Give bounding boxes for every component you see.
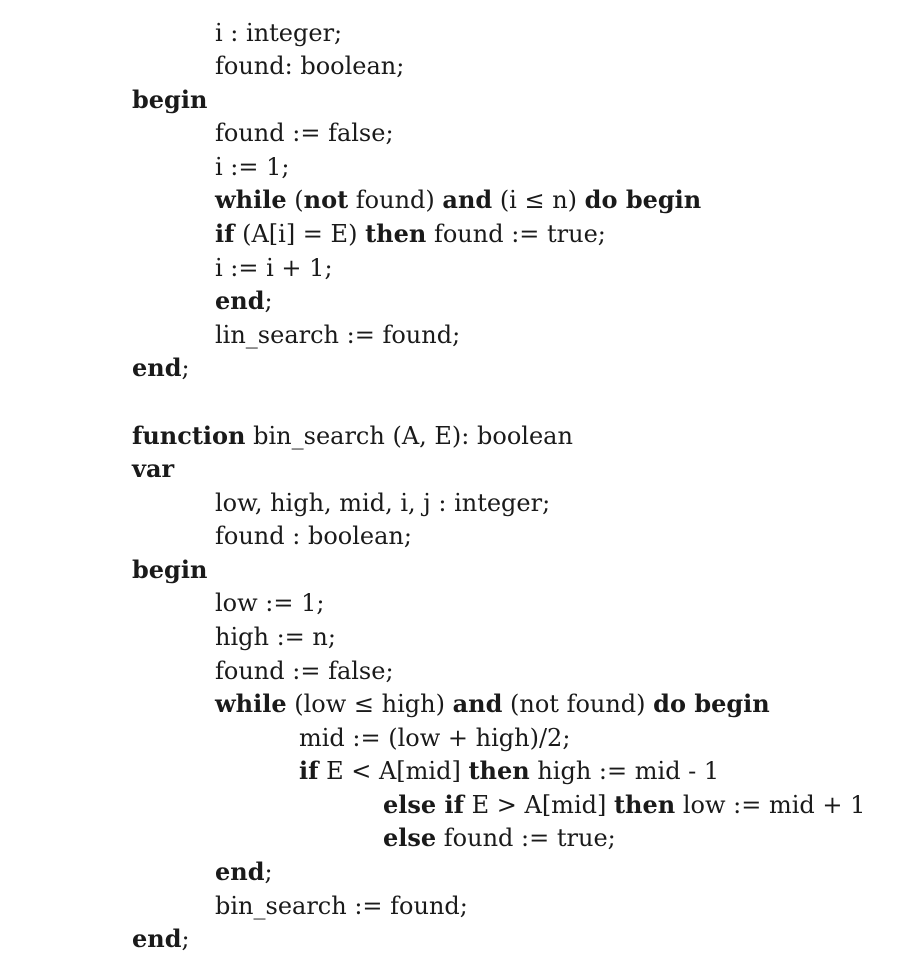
code-text: (not found) bbox=[502, 690, 654, 718]
code-text: found: boolean; bbox=[215, 52, 405, 80]
keyword: and bbox=[442, 185, 493, 214]
keyword: while bbox=[215, 185, 287, 214]
keyword: var bbox=[132, 454, 175, 483]
code-line bbox=[215, 286, 273, 316]
code-text: low := mid + 1 bbox=[675, 791, 866, 819]
code-line bbox=[215, 185, 701, 215]
keyword: else bbox=[383, 823, 437, 852]
keyword: do begin bbox=[584, 185, 702, 214]
code-text: low, high, mid, i, j : integer; bbox=[215, 489, 551, 517]
code-line bbox=[215, 320, 460, 350]
code-line bbox=[215, 622, 336, 652]
code-text: found : boolean; bbox=[215, 522, 412, 550]
code-line bbox=[215, 152, 289, 182]
keyword: end bbox=[215, 286, 265, 315]
code-text: found := false; bbox=[215, 657, 394, 685]
code-text: found) bbox=[348, 186, 443, 214]
code-line bbox=[299, 723, 570, 753]
code-text: i := i + 1; bbox=[215, 254, 333, 282]
code-text: i := 1; bbox=[215, 153, 290, 181]
code-text: ( bbox=[286, 186, 304, 214]
code-text: found := true; bbox=[436, 824, 616, 852]
code-line bbox=[132, 555, 207, 585]
keyword: then bbox=[613, 790, 676, 819]
keyword: then bbox=[468, 756, 530, 785]
code-text: high := mid - 1 bbox=[529, 757, 720, 785]
keyword: begin bbox=[132, 555, 208, 584]
code-text: i : integer; bbox=[215, 19, 343, 47]
keyword: and bbox=[452, 689, 503, 718]
keyword: end bbox=[215, 857, 265, 886]
code-line bbox=[215, 656, 394, 686]
code-text: found := false; bbox=[215, 119, 394, 147]
keyword: end bbox=[132, 924, 182, 953]
code-text: ; bbox=[181, 354, 190, 382]
code-text: found := true; bbox=[426, 220, 606, 248]
code-line bbox=[383, 790, 865, 820]
keyword: end bbox=[132, 353, 182, 382]
code-text: ; bbox=[264, 858, 273, 886]
code-line bbox=[215, 18, 342, 48]
keyword: if bbox=[299, 756, 319, 785]
code-line bbox=[132, 454, 174, 484]
keyword: if bbox=[215, 219, 235, 248]
code-text: (low ≤ high) bbox=[286, 690, 453, 718]
code-line bbox=[215, 689, 770, 719]
keyword: begin bbox=[132, 85, 208, 114]
code-text: mid := (low + high)/2; bbox=[299, 724, 571, 752]
code-line bbox=[215, 51, 404, 81]
code-line bbox=[132, 924, 190, 954]
keyword: not bbox=[303, 185, 349, 214]
code-text: low := 1; bbox=[215, 589, 325, 617]
code-line bbox=[215, 521, 412, 551]
code-text: E > A[mid] bbox=[463, 791, 614, 819]
code-text: bin_search := found; bbox=[215, 892, 468, 920]
code-line bbox=[215, 488, 550, 518]
keyword: do begin bbox=[653, 689, 770, 718]
code-line bbox=[215, 118, 394, 148]
code-line bbox=[383, 823, 616, 853]
keyword: while bbox=[215, 689, 287, 718]
code-line bbox=[132, 85, 207, 115]
code-text: (A[i] = E) bbox=[234, 220, 366, 248]
code-text: E < A[mid] bbox=[318, 757, 469, 785]
code-line bbox=[215, 219, 606, 249]
code-line bbox=[215, 588, 324, 618]
code-text: ; bbox=[264, 287, 273, 315]
keyword: then bbox=[365, 219, 427, 248]
code-line bbox=[215, 891, 468, 921]
code-text: high := n; bbox=[215, 623, 336, 651]
code-line bbox=[215, 857, 273, 887]
keyword: function bbox=[132, 421, 246, 450]
code-text: ; bbox=[181, 925, 190, 953]
keyword: else if bbox=[383, 790, 464, 819]
code-text: bin_search (A, E): boolean bbox=[245, 422, 573, 450]
code-line bbox=[132, 421, 573, 451]
code-text: lin_search := found; bbox=[215, 321, 461, 349]
code-line bbox=[215, 253, 333, 283]
code-text: (i ≤ n) bbox=[492, 186, 585, 214]
code-line bbox=[132, 353, 190, 383]
code-line bbox=[299, 756, 719, 786]
